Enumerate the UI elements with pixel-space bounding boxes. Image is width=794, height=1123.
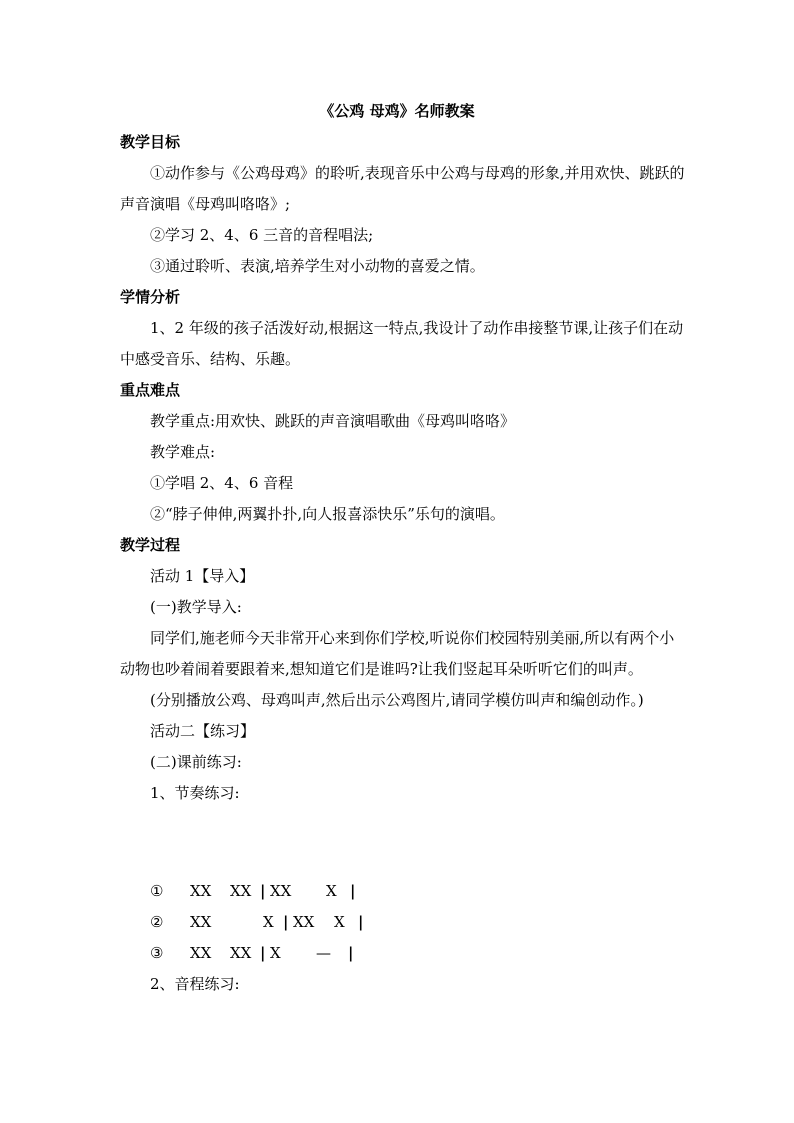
rhythm-note: X	[326, 882, 337, 900]
rhythm-note: XX	[230, 944, 252, 962]
document-title: 《公鸡 母鸡》名师教案	[319, 102, 475, 120]
rhythm-note: X	[334, 913, 345, 931]
difficulty-item: ①学唱 2、4、6 音程	[150, 474, 294, 492]
barline: |	[358, 913, 364, 931]
activity-paragraph: 同学们,施老师今天非常开心来到你们学校,听说你们校园特别美丽,所以有两个小动物也吵着闹着要跟着来,想知道它们是谁吗?让我们竖起耳朵听听它们的叫声。	[120, 629, 675, 678]
section-heading-goals: 教学目标	[120, 133, 181, 151]
barline: |	[350, 882, 356, 900]
section-heading-keypoints: 重点难点	[120, 381, 181, 399]
barline: |	[260, 944, 266, 962]
key-point: 教学重点:用欢快、跳跃的声音演唱歌曲《母鸡叫咯咯》	[150, 412, 516, 430]
barline: |	[283, 913, 289, 931]
rhythm-label: 1、节奏练习:	[150, 784, 240, 802]
rhythm-note: XX	[190, 882, 212, 900]
rhythm-note: XX	[190, 944, 212, 962]
document-body-tail	[120, 969, 685, 1000]
goal-item: ③通过聆听、表演,培养学生对小动物的喜爱之情。	[150, 257, 485, 275]
rhythm-note: XX	[293, 913, 315, 931]
rhythm-number: ②	[150, 913, 164, 931]
section-heading-analysis: 学情分析	[120, 288, 181, 306]
difficulty-item: ②“脖子伸伸,两翼扑扑,向人报喜添快乐”乐句的演唱。	[150, 505, 505, 523]
document-body	[120, 127, 685, 809]
activity-note: (分别播放公鸡、母鸡叫声,然后出示公鸡图片,请同学模仿叫声和编创动作。)	[150, 691, 644, 709]
activity-heading: 活动二【练习】	[150, 722, 256, 740]
rhythm-note: XX	[270, 882, 292, 900]
rhythm-row	[150, 938, 450, 969]
rhythm-note: X	[263, 913, 274, 931]
rhythm-number: ③	[150, 944, 164, 962]
rhythm-row	[150, 876, 450, 907]
barline: |	[348, 944, 354, 962]
goal-item: ②学习 2、4、6 三音的音程唱法;	[150, 226, 374, 244]
rhythm-note: —	[316, 944, 331, 962]
rhythm-note: XX	[230, 882, 252, 900]
analysis-paragraph: 1、2 年级的孩子活泼好动,根据这一特点,我设计了动作串接整节课,让孩子们在动中感受音乐、结构、乐趣。	[120, 319, 684, 368]
goal-item: ①动作参与《公鸡母鸡》的聆听,表现音乐中公鸡与母鸡的形象,并用欢快、跳跃的声音演唱《母鸡叫咯咯》;	[120, 164, 685, 213]
barline: |	[260, 882, 266, 900]
rhythm-note: X	[270, 944, 281, 962]
activity-subheading: (一)教学导入:	[150, 598, 242, 616]
rhythm-note: XX	[190, 913, 212, 931]
rhythm-row	[150, 907, 450, 938]
difficulty-label: 教学难点:	[150, 443, 216, 461]
activity-subheading: (二)课前练习:	[150, 753, 242, 771]
interval-label: 2、音程练习:	[150, 975, 240, 993]
section-heading-process: 教学过程	[120, 536, 181, 554]
rhythm-number: ①	[150, 882, 164, 900]
activity-heading: 活动 1【导入】	[150, 567, 255, 585]
